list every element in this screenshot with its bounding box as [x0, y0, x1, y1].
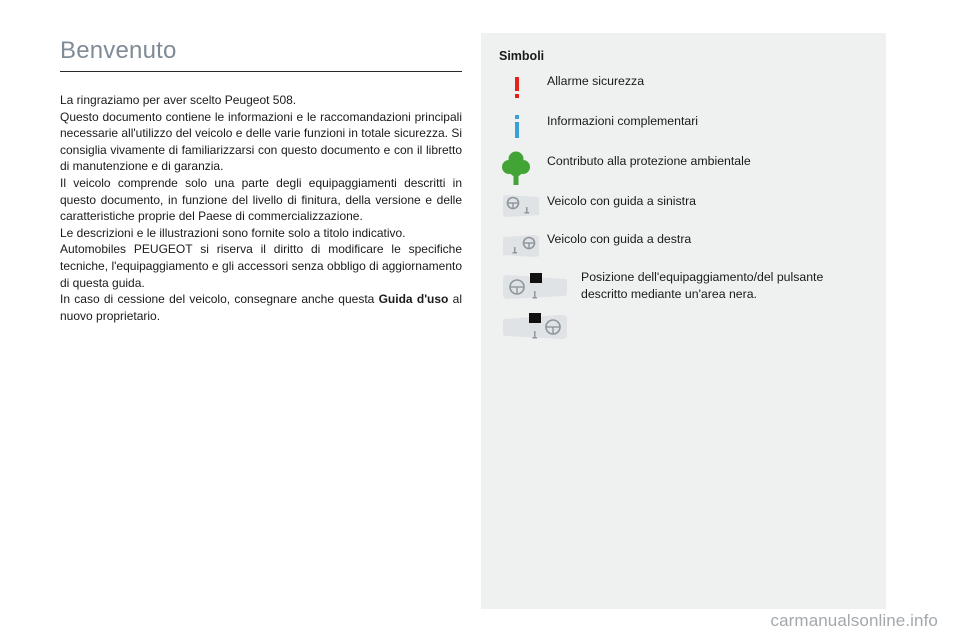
symbol-label: Posizione dell'equipaggiamento/del pulsante descritto mediante un'area nera.	[581, 270, 824, 301]
symbol-label: Contributo alla protezione ambientale	[547, 154, 751, 168]
symbol-label: Veicolo con guida a sinistra	[547, 194, 697, 208]
tree-icon	[502, 151, 530, 187]
guide-name: Guida d'uso	[378, 292, 449, 307]
text: al nuovo proprietario.	[60, 292, 462, 323]
dashboard-position-icon	[501, 271, 569, 303]
intro-paragraph: Questo documento contiene le informazioni e le raccomandazioni principali necessarie all'utilizzo del veicolo e delle varie funzioni in totale sicurezza. Si consiglia vivamente di familiarizzarsi con questo documento e con il libretto di manutenzione e di garanzia.	[60, 109, 462, 174]
intro-paragraph: Automobiles PEUGEOT si riserva il diritto di modificare le specifiche tecniche, l'equipaggiamento e gli accessori senza obbligo di aggiornamento di questa guida.	[60, 242, 462, 290]
symbol-label: Allarme sicurezza	[547, 74, 645, 88]
page-title: Benvenuto	[60, 37, 177, 64]
right-hand-drive-icon	[501, 233, 541, 259]
title-divider	[60, 71, 462, 72]
symbols-heading: Simboli	[499, 49, 545, 63]
intro-paragraph: Il veicolo comprende solo una parte degli equipaggiamenti descritti in questo documento, in funzione del livello di finitura, della versione e delle caratteristiche proprie del Paese di commercializzazione.	[60, 175, 462, 224]
exclamation-icon	[511, 77, 523, 99]
symbol-label: Veicolo con guida a destra	[547, 232, 692, 246]
watermark: carmanualsonline.info	[770, 611, 938, 630]
intro-paragraph: La ringraziamo per aver scelto Peugeot 508.	[60, 93, 297, 107]
intro-paragraph-last	[60, 291, 462, 324]
left-hand-drive-icon	[501, 193, 541, 219]
intro-text	[60, 92, 462, 324]
intro-paragraph: Le descrizioni e le illustrazioni sono fornite solo a titolo indicativo.	[60, 225, 406, 240]
info-icon	[511, 115, 523, 139]
symbols-panel	[481, 33, 886, 609]
symbol-label: Informazioni complementari	[547, 114, 699, 128]
dashboard-position-icon	[501, 311, 569, 343]
text: In caso di cessione del veicolo, consegnare anche questa	[60, 292, 379, 307]
